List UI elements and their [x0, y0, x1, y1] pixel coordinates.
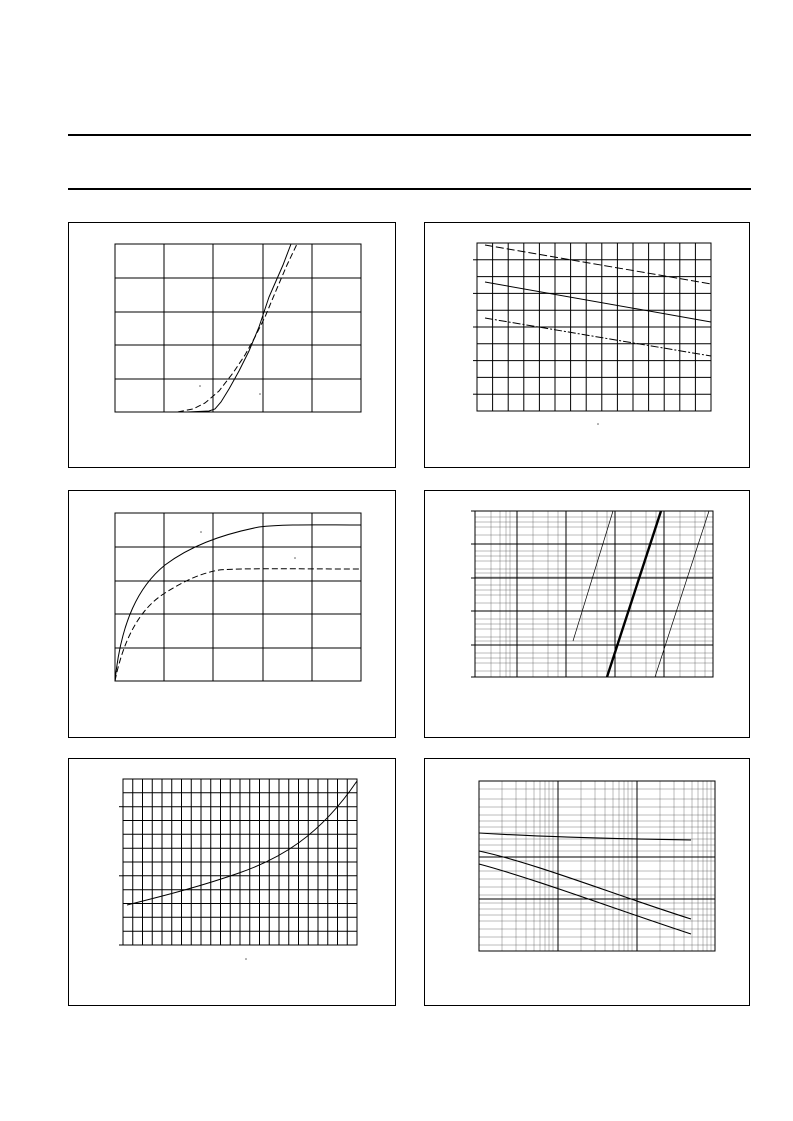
figure-5-chart — [69, 759, 397, 1007]
figure-2-panel — [424, 222, 750, 468]
figure-2-chart — [425, 223, 751, 469]
series-dashed — [485, 245, 711, 284]
series-dashed — [115, 244, 297, 412]
figure-3-chart — [69, 491, 397, 739]
series-dashdot — [485, 318, 711, 356]
figure-6-chart — [425, 759, 751, 1007]
grid-horizontals — [477, 260, 711, 394]
minor-grid — [475, 511, 713, 677]
annotation-2: ° — [259, 393, 261, 399]
series-lines — [479, 833, 691, 934]
figure-1-chart — [69, 223, 397, 469]
x-axis-label: ° — [597, 423, 599, 429]
minor-grid — [479, 781, 715, 951]
series-middle — [479, 851, 691, 919]
series-dashed — [115, 569, 361, 681]
figure-6-panel — [424, 758, 750, 1006]
annotation-1: ° — [199, 385, 201, 391]
figure-1-panel — [68, 222, 396, 468]
annotation-1: ° — [200, 531, 202, 537]
figure-5-panel — [68, 758, 396, 1006]
annotation-2: ° — [294, 557, 296, 563]
series-solid — [115, 525, 361, 681]
y-ticks — [471, 511, 475, 677]
figure-3-panel — [68, 490, 396, 738]
plot-frame — [115, 244, 361, 412]
figure-4-chart — [425, 491, 751, 739]
series-solid — [115, 244, 291, 412]
y-ticks — [473, 260, 477, 394]
major-grid — [479, 781, 715, 951]
x-axis-label: ° — [245, 958, 247, 964]
series-solid — [485, 282, 711, 322]
series-thin-right — [655, 511, 709, 677]
figure-4-panel — [424, 490, 750, 738]
top-rule — [68, 134, 751, 136]
section-rule — [68, 188, 751, 190]
major-grid — [475, 511, 713, 677]
y-ticks — [119, 807, 123, 945]
